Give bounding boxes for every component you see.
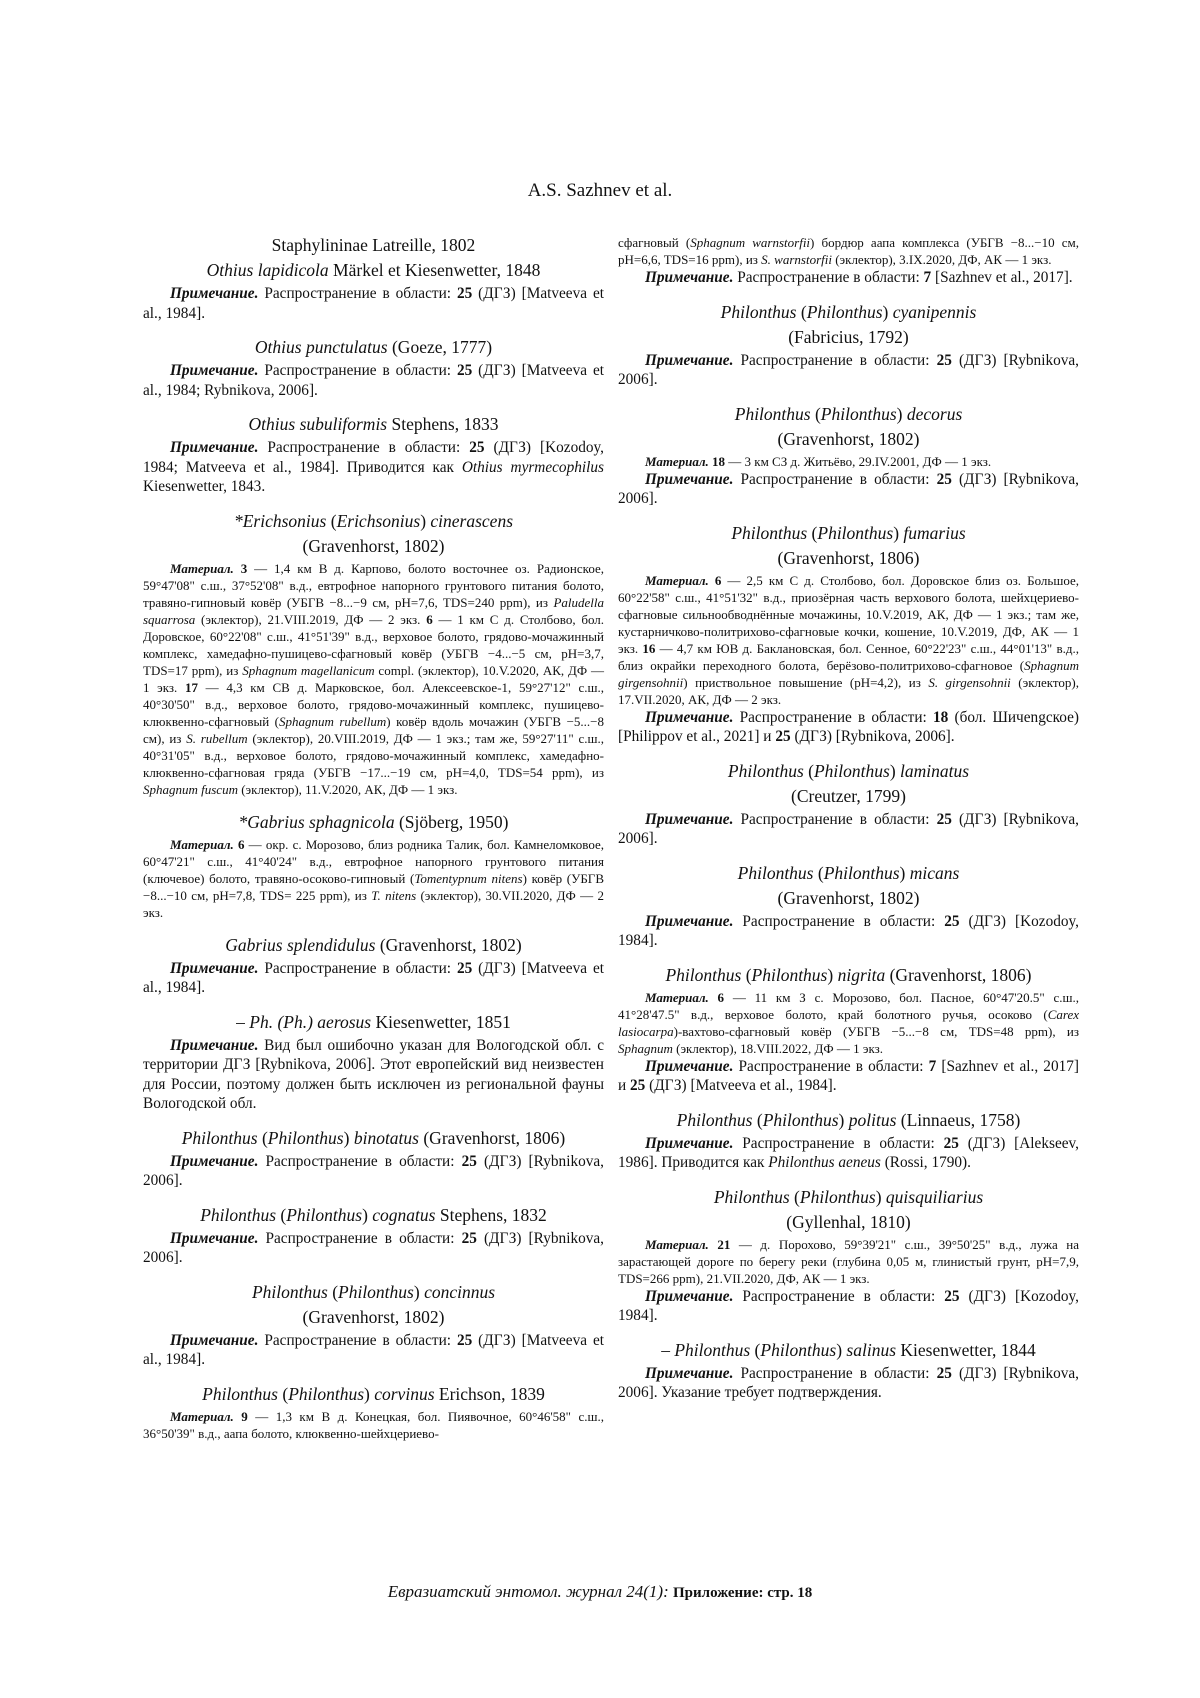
italic-text: Philonthus: [824, 863, 900, 883]
site-number: 25: [630, 1077, 645, 1094]
species-entry: [618, 234, 1079, 288]
italic-text: Sphagnum: [618, 1041, 673, 1056]
italic-text: Philonthus: [286, 1205, 362, 1225]
note-paragraph: Примечание. Распространение в области: 25 (ДГЗ) [Matveeva et al., 1984].: [143, 1331, 604, 1370]
material-paragraph: Материал. 3 — 1,4 км В д. Карпово, болото восточнее оз. Радионское, 59°47'08" с.ш., 37°52'08" в.д., евтрофное напорного грунтового питания болото, травяно-гипновый ковёр (УБГВ −8...−9 см, pH=7,6, TDS=240 ppm), из Paludella squarrosa (эклектор), 21.VIII.2019, ДФ — 2 экз. 6 — 1 км С д. Столбово, бол. Доровское, 60°22'08" с.ш., 41°51'39" в.д., верховое болото, грядово-мочажинный комплекс, хамедафно-пушицево-сфагновый ковёр (УБГВ −4...−5 см, pH=3,7, TDS=17 ppm), из Sphagnum magellanicum compl. (эклектор), 10.V.2020, АК, ДФ — 1 экз. 17 — 4,3 км СВ д. Марковское, бол. Алексеевское-1, 59°27'12" с.ш., 40°30'50" в.д., верховое болото, грядово-мочажинный комплекс, пушицево-клюквенно-сфагновый (Sphagnum rubellum) ковёр вдоль мочажин (УБГВ −5...−8 см), из S. rubellum (эклектор), 20.VIII.2019, ДФ — 1 экз.; там же, 59°27'11" с.ш., 40°31'05" в.д., верховое болото, грядово-мочажинный комплекс, хамедафно-клюквенно-сфагновая гряда (УБГВ −17...−19 см, pH=4,0, TDS=54 ppm), из Sphagnum fuscum (эклектор), 11.V.2020, АК, ДФ — 1 экз.: [143, 560, 604, 798]
taxon-heading: Philonthus (Philonthus) fumarius: [618, 522, 1079, 544]
italic-text: Philonthus: [735, 404, 811, 424]
note-paragraph: Примечание. Вид был ошибочно указан для Вологодской обл. с территории ДГЗ [Rybnikova, 2006]. Этот европейский вид неизвестен для России, поэтому должен быть исключен из региональной фауны Вологодской обл.: [143, 1036, 604, 1114]
site-number: 25: [944, 1288, 959, 1305]
taxon-heading: Gabrius splendidulus (Gravenhorst, 1802): [143, 934, 604, 956]
paragraph-label: Примечание.: [645, 913, 733, 930]
taxon-heading: Philonthus (Philonthus) corvinus Erichson, 1839: [143, 1383, 604, 1405]
paragraph-label: Примечание.: [170, 362, 258, 379]
material-paragraph: Материал. 6 — 11 км З с. Морозово, бол. Пасное, 60°47'20.5" с.ш., 41°28'47.5" в.д., верховое болото, край болотного ручья, осоково (Carex lasiocarpa)-вахтово-сфагновый ковёр (УБГВ −5...−8 см, TDS=48 ppm), из Sphagnum (эклектор), 18.VIII.2022, ДФ — 1 экз.: [618, 989, 1079, 1057]
italic-text: Philonthus: [665, 965, 741, 985]
note-paragraph: Примечание. Распространение в области: 7 [Sazhnev et al., 2017].: [618, 268, 1079, 288]
paragraph-label: Примечание.: [645, 1288, 733, 1305]
taxon-heading: – Philonthus (Philonthus) salinus Kiesenwetter, 1844: [618, 1339, 1079, 1361]
italic-text: Philonthus: [714, 1187, 790, 1207]
species-entry: [618, 862, 1079, 951]
italic-text: Erichsonius: [337, 511, 421, 531]
material-paragraph: Материал. 6 — 2,5 км С д. Столбово, бол. Доровское близ оз. Большое, 60°22'58" с.ш., 41°51'32" в.д., приозёрная часть верхового болота, шейхцериево-сфагновые сильнообводнённые мочажины, 10.V.2019, АК, ДФ — 1 экз.; там же, кустарничково-политрихово-сфагновые кочки, кошение, 10.V.2019, ДФ, АК — 1 экз. 16 — 4,7 км ЮВ д. Баклановская, бол. Сенное, 60°22'23" с.ш., 44°01'13" в.д., близ окрайки переходного болота, берёзово-политрихово-сфагновое (Sphagnum girgensohnii) приствольное повышение (pH=4,2), из S. girgensohnii (эклектор), 17.VII.2020, АК, ДФ — 2 экз.: [618, 572, 1079, 708]
paragraph-label: Примечание.: [170, 285, 258, 302]
italic-text: Othius punctulatus: [255, 337, 388, 357]
site-number: 16: [642, 641, 655, 656]
site-number: 6: [718, 990, 725, 1005]
italic-text: Sphagnum fuscum: [143, 782, 238, 797]
note-paragraph: Примечание. Распространение в области: 25 (ДГЗ) [Rybnikova, 2006].: [618, 470, 1079, 509]
note-paragraph: Примечание. Распространение в области: 25 (ДГЗ) [Matveeva et al., 1984].: [143, 959, 604, 998]
site-number: 25: [937, 471, 952, 488]
taxon-heading: Philonthus (Philonthus) laminatus: [618, 760, 1079, 782]
italic-text: Philonthus: [821, 404, 897, 424]
italic-text: Philonthus: [202, 1384, 278, 1404]
species-entry: [143, 1011, 604, 1114]
italic-text: laminatus: [900, 761, 969, 781]
italic-text: S. rubellum: [186, 731, 247, 746]
italic-text: Sphagnum warnstorfii: [690, 235, 810, 250]
italic-text: Carex lasiocarpa: [618, 1007, 1079, 1039]
site-number: 17: [185, 680, 198, 695]
taxon-heading: (Fabricius, 1792): [618, 326, 1079, 348]
taxon-heading: Philonthus (Philonthus) quisquiliarius: [618, 1186, 1079, 1208]
site-number: 7: [929, 1058, 937, 1075]
italic-text: Othius subuliformis: [249, 414, 388, 434]
taxon-heading: (Gravenhorst, 1802): [618, 428, 1079, 450]
paragraph-label: Материал.: [170, 561, 234, 576]
material-paragraph: Материал. 9 — 1,3 км В д. Конецкая, бол. Пиявочное, 60°46'58" с.ш., 36°50'39" в.д., аапа болото, клюквенно-шейхцериево-: [143, 1408, 604, 1442]
species-entry: [618, 760, 1079, 849]
italic-text: Philonthus: [677, 1110, 753, 1130]
paragraph-label: Примечание.: [170, 1153, 258, 1170]
italic-text: S. warnstorfii: [761, 252, 832, 267]
species-entry: [143, 234, 604, 323]
italic-text: Philonthus: [728, 761, 804, 781]
taxon-heading: Staphylininae Latreille, 1802: [143, 234, 604, 256]
taxon-heading: (Creutzer, 1799): [618, 785, 1079, 807]
note-paragraph: Примечание. Распространение в области: 25 (ДГЗ) [Rybnikova, 2006].: [618, 810, 1079, 849]
site-number: 9: [241, 1409, 248, 1424]
paragraph-label: Материал.: [170, 1409, 234, 1424]
italic-text: Othius lapidicola: [207, 260, 329, 280]
species-entry: [618, 522, 1079, 747]
site-number: 6: [715, 573, 722, 588]
site-number: 25: [462, 1153, 477, 1170]
species-entry: [143, 510, 604, 798]
site-number: 7: [924, 269, 932, 286]
italic-text: binotatus: [354, 1128, 419, 1148]
material-paragraph: сфагновый (Sphagnum warnstorfii) бордюр аапа комплекса (УБГВ −8...−10 см, pH=6,6, TDS=16 ppm), из S. warnstorfii (эклектор), 3.IX.2020, ДФ, АК — 1 экз.: [618, 234, 1079, 268]
paragraph-label: Примечание.: [170, 1037, 258, 1054]
italic-text: fumarius: [903, 523, 965, 543]
italic-text: Philonthus: [800, 1187, 876, 1207]
site-number: 6: [426, 612, 433, 627]
taxon-heading: Philonthus (Philonthus) micans: [618, 862, 1079, 884]
italic-text: corvinus: [374, 1384, 434, 1404]
taxon-heading: Othius punctulatus (Goeze, 1777): [143, 336, 604, 358]
material-paragraph: Материал. 18 — 3 км СЗ д. Житьёво, 29.IV.2001, ДФ — 1 экз.: [618, 453, 1079, 470]
site-number: 25: [457, 960, 472, 977]
site-number: 18: [933, 709, 948, 726]
site-number: 25: [937, 1365, 952, 1382]
site-number: 25: [944, 1135, 959, 1152]
running-header: A.S. Sazhnev et al.: [0, 180, 1200, 202]
note-paragraph: Примечание. Распространение в области: 25 (ДГЗ) [Rybnikova, 2006].: [143, 1229, 604, 1268]
italic-text: Philonthus: [807, 302, 883, 322]
taxon-heading: – Ph. (Ph.) aerosus Kiesenwetter, 1851: [143, 1011, 604, 1033]
site-number: 25: [457, 1332, 472, 1349]
italic-text: cognatus: [372, 1205, 435, 1225]
italic-text: Philonthus: [200, 1205, 276, 1225]
note-paragraph: Примечание. Распространение в области: 25 (ДГЗ) [Rybnikova, 2006].: [143, 1152, 604, 1191]
italic-text: Paludella squarrosa: [143, 595, 604, 627]
italic-text: Philonthus: [763, 1110, 839, 1130]
italic-text: salinus: [846, 1340, 896, 1360]
journal-name: Евразиатский энтомол. журнал 24(1):: [388, 1582, 669, 1601]
paragraph-label: Примечание.: [645, 1365, 733, 1382]
italic-text: micans: [910, 863, 960, 883]
species-entry: [143, 1383, 604, 1442]
species-entry: [143, 413, 604, 497]
italic-text: Philonthus: [252, 1282, 328, 1302]
italic-text: Philonthus: [760, 1340, 836, 1360]
note-paragraph: Примечание. Распространение в области: 25 (ДГЗ) [Kozodoy, 1984].: [618, 1287, 1079, 1326]
site-number: 25: [462, 1230, 477, 1247]
italic-text: Philonthus: [268, 1128, 344, 1148]
italic-text: concinnus: [424, 1282, 495, 1302]
italic-text: Gabrius splendidulus: [225, 935, 375, 955]
paragraph-label: Примечание.: [645, 352, 733, 369]
species-entry: [143, 811, 604, 921]
species-entry: [143, 1204, 604, 1268]
note-paragraph: Примечание. Распространение в области: 18 (бол. Шичengское) [Philippov et al., 2021] и 25 (ДГЗ) [Rybnikova, 2006].: [618, 708, 1079, 747]
taxon-heading: *Erichsonius (Erichsonius) cinerascens: [143, 510, 604, 532]
note-paragraph: Примечание. Распространение в области: 25 (ДГЗ) [Kozodoy, 1984; Matveeva et al., 1984]. Приводится как Othius myrmecophilus Kiesenwetter, 1843.: [143, 438, 604, 497]
left-column: [143, 234, 604, 1455]
species-entry: [618, 301, 1079, 390]
site-number: 6: [238, 837, 245, 852]
supplement-page: Приложение: стр. 18: [673, 1585, 812, 1601]
paragraph-label: Примечание.: [170, 1230, 258, 1247]
taxon-heading: Philonthus (Philonthus) cognatus Stephens, 1832: [143, 1204, 604, 1226]
note-paragraph: Примечание. Распространение в области: 25 (ДГЗ) [Matveeva et al., 1984].: [143, 284, 604, 323]
taxon-heading: Othius subuliformis Stephens, 1833: [143, 413, 604, 435]
paragraph-label: Примечание.: [645, 269, 733, 286]
site-number: 3: [241, 561, 248, 576]
italic-text: S. girgensohnii: [928, 675, 1010, 690]
taxon-heading: (Gravenhorst, 1802): [143, 535, 604, 557]
site-number: 25: [775, 728, 790, 745]
paragraph-label: Примечание.: [170, 1332, 258, 1349]
species-entry: [618, 964, 1079, 1096]
italic-text: Philonthus: [288, 1384, 364, 1404]
italic-text: Philonthus aeneus: [768, 1154, 881, 1171]
site-number: 25: [469, 439, 484, 456]
paragraph-label: Примечание.: [645, 471, 733, 488]
italic-text: Sphagnum magellanicum: [242, 663, 374, 678]
site-number: 25: [937, 352, 952, 369]
taxon-heading: Philonthus (Philonthus) politus (Linnaeus, 1758): [618, 1109, 1079, 1131]
species-entry: [143, 1127, 604, 1191]
italic-text: Philonthus: [721, 302, 797, 322]
italic-text: Philonthus: [738, 863, 814, 883]
taxon-heading: Philonthus (Philonthus) nigrita (Gravenhorst, 1806): [618, 964, 1079, 986]
material-paragraph: Материал. 6 — окр. с. Морозово, близ родника Талик, бол. Камнеломковое, 60°47'21" с.ш., 41°40'24" в.д., евтрофное напорного грунтового питания (ключевое) болото, травяно-осоково-гипновый (Tomentypnum nitens) ковёр (УБГВ −8...−10 см, pH=7,8, TDS= 225 ppm), из T. nitens (эклектор), 30.VII.2020, ДФ — 2 экз.: [143, 836, 604, 921]
paragraph-label: Материал.: [170, 837, 234, 852]
italic-text: Ph. (Ph.) aerosus: [249, 1012, 371, 1032]
italic-text: cinerascens: [430, 511, 513, 531]
note-paragraph: Примечание. Распространение в области: 25 (ДГЗ) [Matveeva et al., 1984; Rybnikova, 2006].: [143, 361, 604, 400]
species-entry: [618, 1339, 1079, 1403]
italic-text: *Erichsonius: [234, 511, 326, 531]
note-paragraph: Примечание. Распространение в области: 7 [Sazhnev et al., 2017] и 25 (ДГЗ) [Matveeva et al., 1984].: [618, 1057, 1079, 1096]
species-entry: [143, 1281, 604, 1370]
right-column: [618, 234, 1079, 1416]
taxon-heading: *Gabrius sphagnicola (Sjöberg, 1950): [143, 811, 604, 833]
italic-text: Tomentypnum nitens: [414, 871, 522, 886]
taxon-heading: (Gravenhorst, 1802): [143, 1306, 604, 1328]
italic-text: Philonthus: [752, 965, 828, 985]
species-entry: [618, 1186, 1079, 1326]
site-number: 18: [712, 454, 725, 469]
italic-text: nigrita: [838, 965, 886, 985]
italic-text: Philonthus: [338, 1282, 414, 1302]
species-entry: [618, 403, 1079, 509]
note-paragraph: Примечание. Распространение в области: 25 (ДГЗ) [Rybnikova, 2006].: [618, 351, 1079, 390]
paragraph-label: Материал.: [645, 454, 709, 469]
taxon-heading: Philonthus (Philonthus) cyanipennis: [618, 301, 1079, 323]
paragraph-label: Материал.: [645, 573, 709, 588]
taxon-heading: (Gravenhorst, 1806): [618, 547, 1079, 569]
paragraph-label: Материал.: [645, 1237, 709, 1252]
paragraph-label: Примечание.: [645, 1058, 733, 1075]
italic-text: quisquiliarius: [886, 1187, 983, 1207]
species-entry: [143, 934, 604, 998]
note-paragraph: Примечание. Распространение в области: 25 (ДГЗ) [Kozodoy, 1984].: [618, 912, 1079, 951]
italic-text: Philonthus: [817, 523, 893, 543]
note-paragraph: Примечание. Распространение в области: 25 (ДГЗ) [Alekseev, 1986]. Приводится как Philonthus aeneus (Rossi, 1790).: [618, 1134, 1079, 1173]
italic-text: *Gabrius sphagnicola: [239, 812, 395, 832]
page-footer: [0, 1582, 1200, 1602]
italic-text: Sphagnum girgensohnii: [618, 658, 1079, 690]
italic-text: T. nitens: [371, 888, 416, 903]
italic-text: Philonthus: [814, 761, 890, 781]
taxon-heading: Philonthus (Philonthus) concinnus: [143, 1281, 604, 1303]
taxon-heading: (Gravenhorst, 1802): [618, 887, 1079, 909]
paragraph-label: Материал.: [645, 990, 709, 1005]
italic-text: Othius myrmecophilus: [462, 459, 604, 476]
material-paragraph: Материал. 21 — д. Порохово, 59°39'21" с.ш., 39°50'25" в.д., лужа на зарастающей дороге по берегу реки (глубина 0,05 м, глинистый грунт, pH=7,9, TDS=266 ppm), 21.VII.2020, ДФ, АК — 1 экз.: [618, 1236, 1079, 1287]
italic-text: decorus: [907, 404, 962, 424]
species-entry: [618, 1109, 1079, 1173]
taxon-heading: Philonthus (Philonthus) binotatus (Gravenhorst, 1806): [143, 1127, 604, 1149]
italic-text: Sphagnum rubellum: [279, 714, 386, 729]
paragraph-label: Примечание.: [645, 811, 733, 828]
site-number: 25: [937, 811, 952, 828]
italic-text: Philonthus: [674, 1340, 750, 1360]
paragraph-label: Примечание.: [170, 439, 258, 456]
taxon-heading: Othius lapidicola Märkel et Kiesenwetter, 1848: [143, 259, 604, 281]
site-number: 25: [457, 285, 472, 302]
site-number: 25: [944, 913, 959, 930]
site-number: 21: [717, 1237, 730, 1252]
italic-text: Philonthus: [182, 1128, 258, 1148]
taxon-heading: (Gyllenhal, 1810): [618, 1211, 1079, 1233]
paragraph-label: Примечание.: [645, 709, 733, 726]
site-number: 25: [457, 362, 472, 379]
note-paragraph: Примечание. Распространение в области: 25 (ДГЗ) [Rybnikova, 2006]. Указание требует подтверждения.: [618, 1364, 1079, 1403]
italic-text: Philonthus: [731, 523, 807, 543]
italic-text: cyanipennis: [893, 302, 977, 322]
italic-text: politus: [849, 1110, 897, 1130]
paragraph-label: Примечание.: [170, 960, 258, 977]
paragraph-label: Примечание.: [645, 1135, 733, 1152]
species-entry: [143, 336, 604, 400]
taxon-heading: Philonthus (Philonthus) decorus: [618, 403, 1079, 425]
